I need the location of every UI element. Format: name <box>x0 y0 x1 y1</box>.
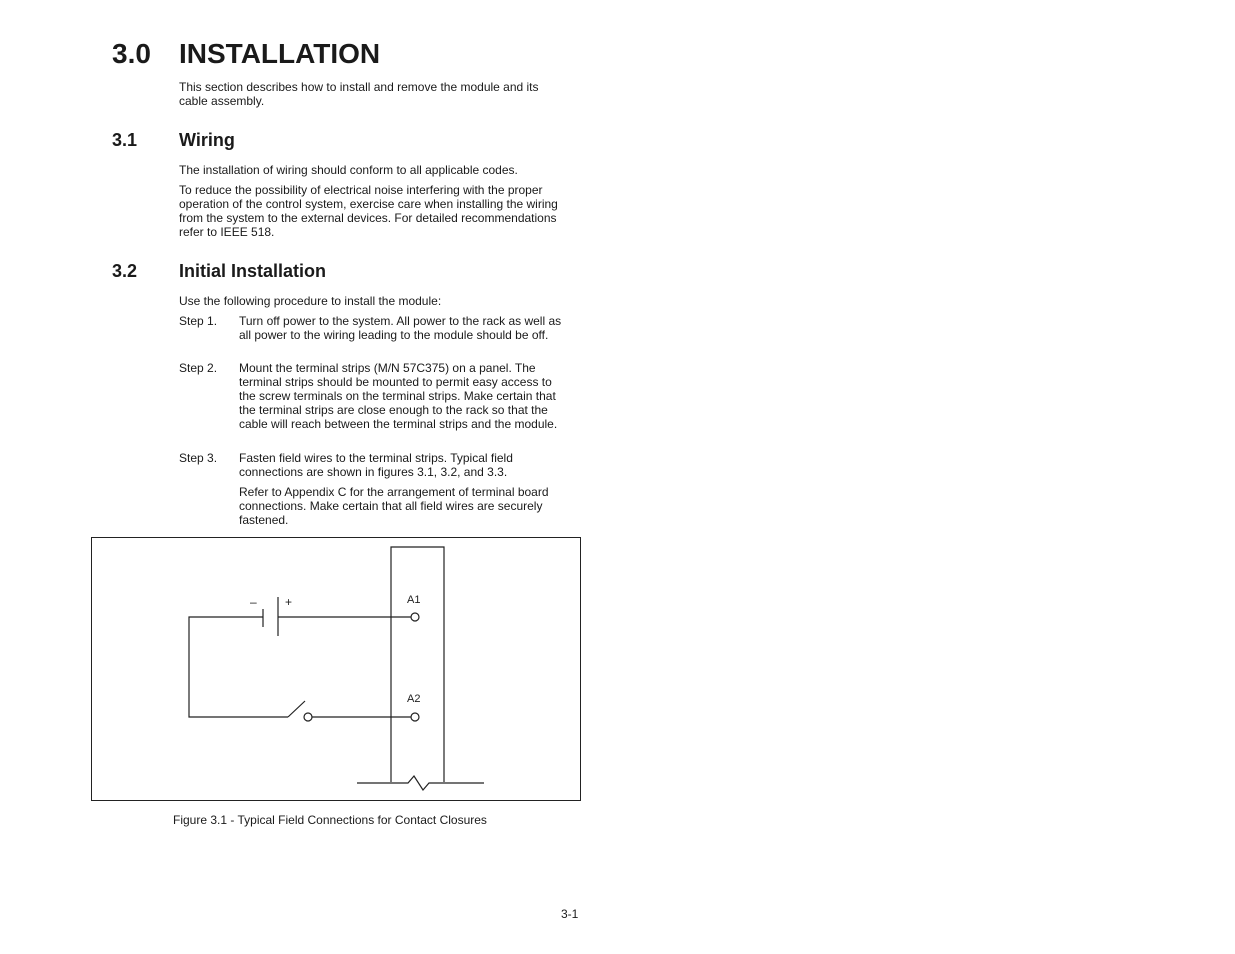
step-1-text: Turn off power to the system. All power to the rack as well as all power to the wiring leading to the module should be off. <box>239 314 562 342</box>
section-initial-number: 3.2 <box>112 261 138 281</box>
wiring-paragraph-2: To reduce the possibility of electrical noise interfering with the proper operation of the control system, exercise care when installing the wiring from the system to the external devices. For detailed recommendations refer to IEEE 518. <box>179 183 558 239</box>
initial-lead: Use the following procedure to install the module: <box>179 294 442 308</box>
step-3-note: Refer to Appendix C for the arrangement of terminal board connections. Make certain that all field wires are securely fastened. <box>239 485 549 527</box>
terminal-strip-break-line <box>357 776 484 790</box>
step-3-text: Fasten field wires to the terminal strips. Typical field connections are shown in figures 3.1, 3.2, and 3.3. <box>239 451 513 479</box>
step-1-label: Step 1. <box>179 314 218 328</box>
figure-caption: Figure 3.1 - Typical Field Connections for Contact Closures <box>173 813 487 827</box>
terminal-a2 <box>411 713 419 721</box>
step-2-text: Mount the terminal strips (M/N 57C375) on a panel. The terminal strips should be mounted to permit easy access to the screw terminals on the terminal strips. Make certain that the terminal strips are close enough to the rack so that the cable will reach between the terminal strips and the module. <box>239 361 558 431</box>
terminal-a2-label: A2 <box>407 693 421 705</box>
main-heading-title: INSTALLATION <box>179 38 381 69</box>
figure-3-1-frame <box>91 537 581 801</box>
contact-closure-diagram <box>92 538 580 800</box>
step-2-label: Step 2. <box>179 361 218 375</box>
terminal-a1-label: A1 <box>407 594 421 606</box>
wire-battery-to-switch <box>189 617 288 717</box>
switch-blade <box>288 701 305 717</box>
intro-paragraph: This section describes how to install and remove the module and its cable assembly. <box>179 80 539 108</box>
section-wiring-number: 3.1 <box>112 130 138 150</box>
wiring-paragraph-1: The installation of wiring should conform to all applicable codes. <box>179 163 518 177</box>
page-number: 3-1 <box>561 907 579 921</box>
main-heading-number: 3.0 <box>112 38 151 69</box>
switch-contact <box>304 713 312 721</box>
battery-minus-label: – <box>250 595 257 609</box>
terminal-a1 <box>411 613 419 621</box>
terminal-strip-outline <box>391 547 444 782</box>
battery-plus-label: + <box>285 595 293 609</box>
step-3-label: Step 3. <box>179 451 218 465</box>
section-wiring-title: Wiring <box>179 130 235 150</box>
section-initial-title: Initial Installation <box>179 261 327 281</box>
